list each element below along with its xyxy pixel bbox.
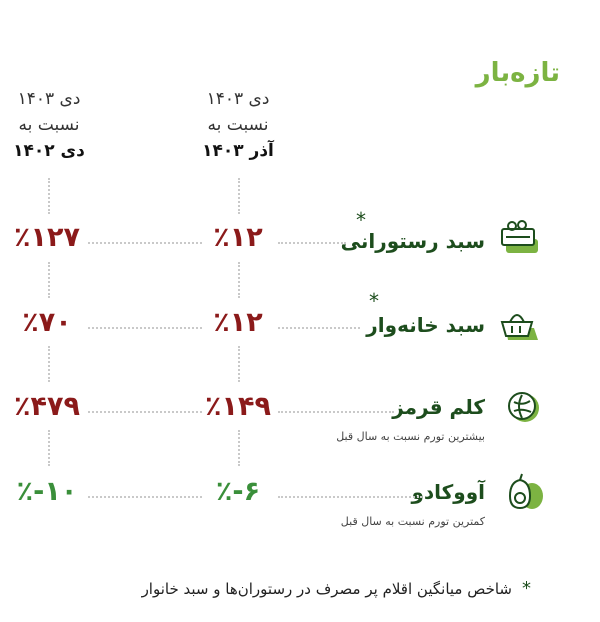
column-header-yearly (0, 86, 104, 164)
asterisk-marker: * (356, 208, 366, 232)
monthly-change-value: ٪۱۴۹ (205, 391, 271, 422)
asterisk-marker: * (369, 289, 379, 313)
column-header-line2: نسبت به (207, 115, 269, 135)
dotted-connector (48, 346, 50, 382)
row-subtitle: بیشترین تورم نسبت به سال قبل (336, 430, 485, 443)
dotted-connector (238, 346, 240, 382)
footnote-text: شاخص میانگین اقلام پر مصرف در رستوران‌ها و سبد خانوار (141, 580, 512, 598)
row-label: سبد خانه‌وار (366, 313, 485, 337)
avocado-icon (506, 472, 540, 506)
column-header-line3: آذر ۱۴۰۳ (202, 141, 274, 161)
monthly-change-value: ٪۱۲ (213, 222, 263, 253)
dotted-leader (278, 496, 422, 498)
dotted-connector (48, 178, 50, 214)
dotted-connector (48, 430, 50, 466)
column-header-line2: نسبت به (18, 115, 80, 135)
column-header-line1: دی ۱۴۰۳ (17, 89, 81, 109)
brand-logo: تازه‌بار (475, 58, 560, 88)
dotted-connector (238, 262, 240, 298)
dotted-connector (238, 430, 240, 466)
column-header-monthly (183, 86, 293, 164)
row-label: آووکادو (411, 480, 485, 504)
food-crate-icon (500, 219, 534, 253)
yearly-change-value: ٪۷۰ (22, 307, 72, 338)
yearly-change-value: ٪۱۲۷ (14, 222, 80, 253)
row-label: سبد رستورانی (340, 229, 485, 253)
column-header-line3: دی ۱۴۰۲ (13, 141, 85, 161)
yearly-change-value: ٪-۱۰ (16, 476, 78, 507)
basket-icon (500, 306, 534, 340)
row-subtitle: کمترین تورم نسبت به سال قبل (340, 515, 485, 528)
dotted-connector (238, 178, 240, 214)
yearly-change-value: ٪۴۷۹ (14, 391, 80, 422)
footnote-asterisk: * (522, 578, 531, 599)
dotted-connector (48, 262, 50, 298)
dotted-leader (278, 411, 394, 413)
row-label: کلم قرمز (392, 395, 485, 419)
column-header-line1: دی ۱۴۰۳ (206, 89, 270, 109)
monthly-change-value: ٪۱۲ (213, 307, 263, 338)
monthly-change-value: ٪-۶ (215, 476, 261, 507)
cabbage-icon (506, 390, 540, 424)
